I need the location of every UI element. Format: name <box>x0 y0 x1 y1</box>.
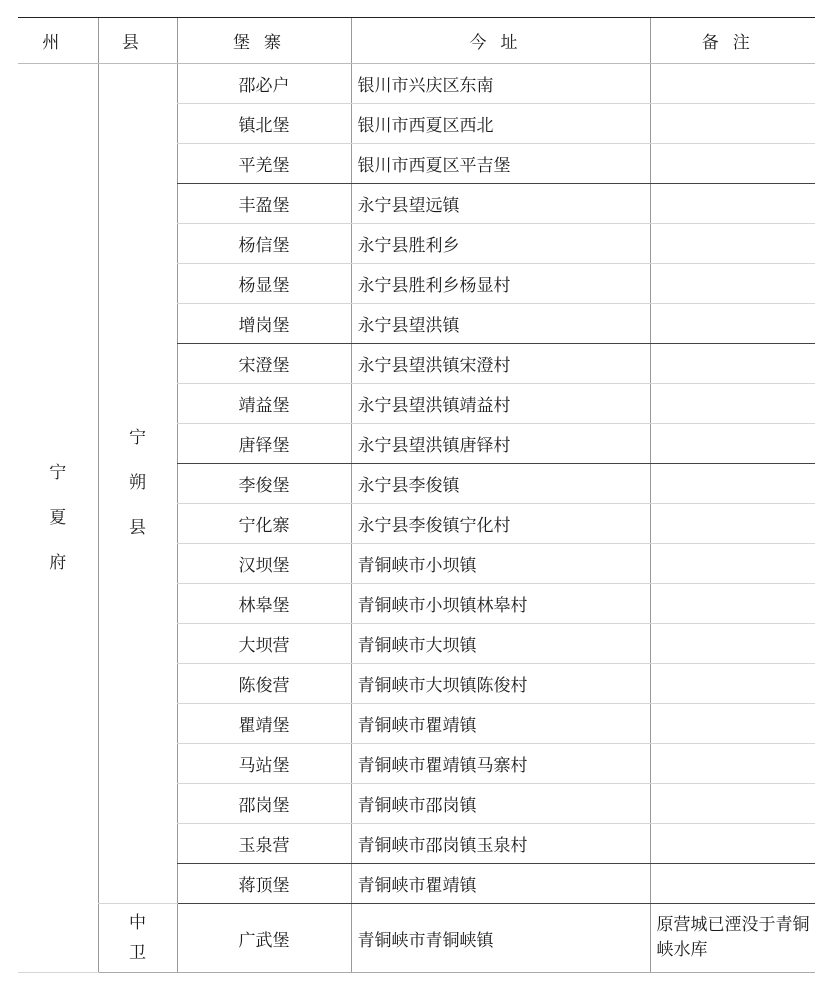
fort-name: 玉泉营 <box>177 824 351 864</box>
note <box>650 544 815 584</box>
fort-name: 平羌堡 <box>177 144 351 184</box>
fort-name: 瞿靖堡 <box>177 704 351 744</box>
site-location: 永宁县望洪镇唐铎村 <box>351 424 650 464</box>
note <box>650 624 815 664</box>
note <box>650 864 815 904</box>
note <box>650 704 815 744</box>
fort-name: 林皋堡 <box>177 584 351 624</box>
fort-name: 丰盈堡 <box>177 184 351 224</box>
note <box>650 504 815 544</box>
note <box>650 224 815 264</box>
site-location: 永宁县李俊镇 <box>351 464 650 504</box>
col-header-zhou: 州 <box>18 18 98 64</box>
fort-name: 广武堡 <box>177 904 351 973</box>
county-name: 中卫 <box>128 913 146 963</box>
note <box>650 824 815 864</box>
site-location: 青铜峡市大坝镇 <box>351 624 650 664</box>
site-location: 永宁县胜利乡 <box>351 224 650 264</box>
site-location: 青铜峡市小坝镇 <box>351 544 650 584</box>
note <box>650 184 815 224</box>
table-row <box>18 64 815 104</box>
note <box>650 64 815 104</box>
site-location: 永宁县胜利乡杨显村 <box>351 264 650 304</box>
site-location: 青铜峡市小坝镇林皋村 <box>351 584 650 624</box>
fort-name: 增岗堡 <box>177 304 351 344</box>
county-cell <box>98 64 177 904</box>
note <box>650 384 815 424</box>
site-location: 青铜峡市青铜峡镇 <box>351 904 650 973</box>
fort-name: 李俊堡 <box>177 464 351 504</box>
col-header-jinzhi: 今址 <box>351 18 650 64</box>
site-location: 永宁县望洪镇靖益村 <box>351 384 650 424</box>
county-name: 宁朔县 <box>128 428 146 538</box>
header-row <box>18 18 815 64</box>
note <box>650 144 815 184</box>
site-location: 永宁县李俊镇宁化村 <box>351 504 650 544</box>
zhou-name: 宁夏府 <box>49 462 67 573</box>
note <box>650 784 815 824</box>
site-location: 永宁县望远镇 <box>351 184 650 224</box>
note <box>650 104 815 144</box>
fort-table <box>18 17 815 973</box>
fort-name: 唐铎堡 <box>177 424 351 464</box>
note <box>650 344 815 384</box>
site-location: 银川市西夏区平吉堡 <box>351 144 650 184</box>
site-location: 青铜峡市邵岗镇玉泉村 <box>351 824 650 864</box>
note <box>650 264 815 304</box>
site-location: 青铜峡市瞿靖镇马寨村 <box>351 744 650 784</box>
fort-name: 邵必户 <box>177 64 351 104</box>
fort-name: 杨显堡 <box>177 264 351 304</box>
col-header-beizhu: 备注 <box>650 18 815 64</box>
site-location: 青铜峡市瞿靖镇 <box>351 864 650 904</box>
note <box>650 304 815 344</box>
note <box>650 464 815 504</box>
col-header-xian: 县 <box>98 18 177 64</box>
site-location: 银川市西夏区西北 <box>351 104 650 144</box>
fort-name: 蒋顶堡 <box>177 864 351 904</box>
fort-name: 靖益堡 <box>177 384 351 424</box>
fort-name: 宋澄堡 <box>177 344 351 384</box>
fort-name: 大坝营 <box>177 624 351 664</box>
site-location: 青铜峡市大坝镇陈俊村 <box>351 664 650 704</box>
site-location: 永宁县望洪镇 <box>351 304 650 344</box>
fort-name: 杨信堡 <box>177 224 351 264</box>
note <box>650 744 815 784</box>
site-location: 永宁县望洪镇宋澄村 <box>351 344 650 384</box>
zhou-cell <box>18 64 98 973</box>
note <box>650 424 815 464</box>
site-location: 青铜峡市邵岗镇 <box>351 784 650 824</box>
col-header-baozhai: 堡寨 <box>177 18 351 64</box>
fort-name: 邵岗堡 <box>177 784 351 824</box>
fort-name: 陈俊营 <box>177 664 351 704</box>
fort-name: 马站堡 <box>177 744 351 784</box>
county-cell <box>98 904 177 973</box>
fort-name: 宁化寨 <box>177 504 351 544</box>
site-location: 青铜峡市瞿靖镇 <box>351 704 650 744</box>
fort-name: 镇北堡 <box>177 104 351 144</box>
note <box>650 664 815 704</box>
note: 原营城已湮没于青铜峡水库 <box>650 904 815 973</box>
site-location: 银川市兴庆区东南 <box>351 64 650 104</box>
note <box>650 584 815 624</box>
fort-name: 汉坝堡 <box>177 544 351 584</box>
table-row <box>18 904 815 973</box>
